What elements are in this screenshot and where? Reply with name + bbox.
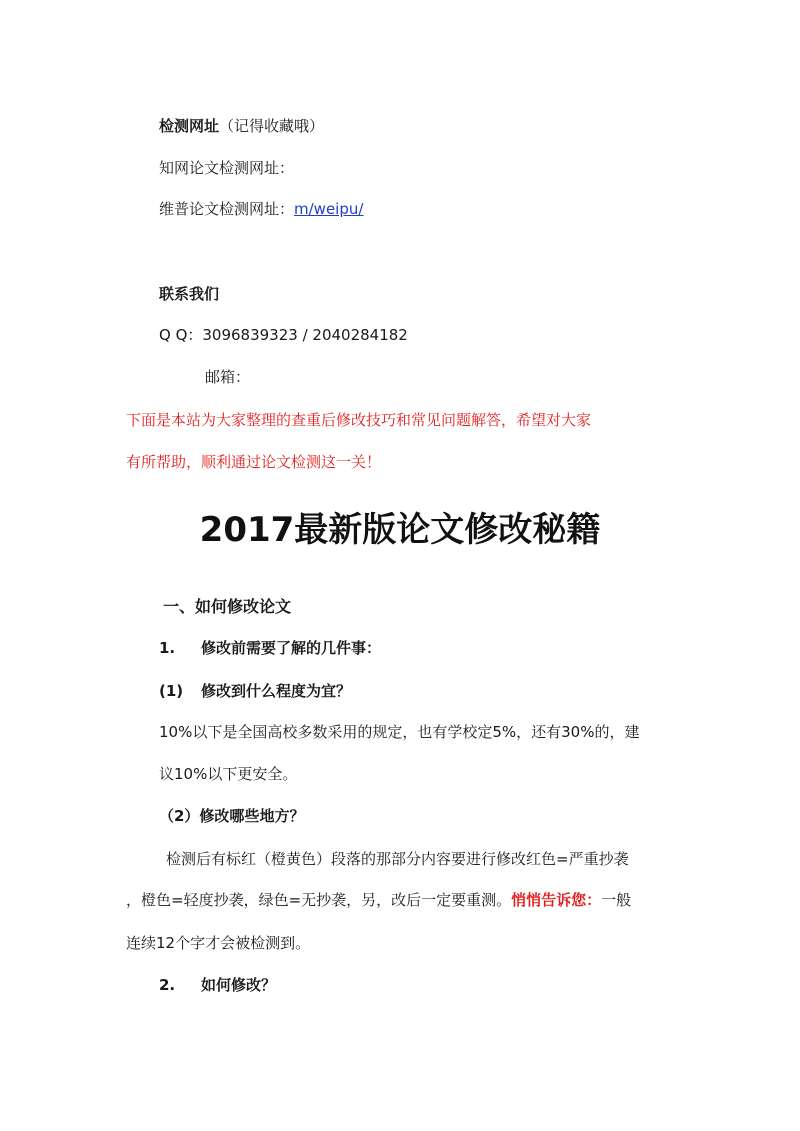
item2-text: 如何修改？ bbox=[201, 976, 277, 994]
contact-heading: 联系我们 bbox=[159, 285, 220, 303]
detection-heading: 检测网址 bbox=[159, 117, 220, 135]
q1-number: (1) bbox=[159, 682, 184, 700]
contact-email-label: 邮箱： bbox=[205, 368, 251, 386]
q1-answer-line-2: 议10%以下更安全。 bbox=[159, 765, 298, 783]
q1-answer-line-1: 10%以下是全国高校多数采用的规定，也有学校定5%，还有30%的，建 bbox=[159, 723, 640, 741]
item1-line bbox=[159, 637, 381, 659]
weipu-link[interactable]: m/weipu/ bbox=[294, 200, 364, 218]
q2-answer-line-2 bbox=[126, 889, 631, 911]
q1-text: 修改到什么程度为宜？ bbox=[201, 682, 352, 700]
q2-answer-line-2a: ，橙色=轻度抄袭，绿色=无抄袭，另，改后一定要重测。 bbox=[126, 891, 512, 909]
item1-text: 修改前需要了解的几件事： bbox=[201, 639, 382, 657]
q2-answer-line-2b: 一般 bbox=[601, 891, 632, 909]
section1-heading: 一、如何修改论文 bbox=[163, 597, 292, 616]
detection-heading-line bbox=[159, 115, 324, 137]
detection-heading-note: （记得收藏哦） bbox=[219, 117, 325, 135]
q2-answer-line-1: 检测后有标红（橙黄色）段落的那部分内容要进行修改红色=严重抄袭 bbox=[166, 850, 629, 868]
q2-heading: （2）修改哪些地方？ bbox=[159, 807, 305, 825]
notice-line-2: 有所帮助，顺利通过论文检测这一关！ bbox=[126, 453, 382, 471]
contact-qq: Q Q：3096839323 / 2040284182 bbox=[159, 326, 408, 344]
q2-tip-label: 悄悄告诉您： bbox=[511, 891, 602, 909]
item2-line bbox=[159, 974, 276, 996]
q1-line bbox=[159, 680, 351, 702]
page-title: 2017最新版论文修改秘籍 bbox=[199, 510, 601, 550]
cnki-label: 知网论文检测网址： bbox=[159, 159, 295, 177]
notice-line-1: 下面是本站为大家整理的查重后修改技巧和常见问题解答，希望对大家 bbox=[126, 411, 592, 429]
q2-answer-line-3: 连续12个字才会被检测到。 bbox=[126, 934, 311, 952]
weipu-line bbox=[159, 198, 363, 220]
weipu-label: 维普论文检测网址： bbox=[159, 200, 295, 218]
item2-number: 2. bbox=[159, 976, 176, 994]
item1-number: 1. bbox=[159, 639, 176, 657]
